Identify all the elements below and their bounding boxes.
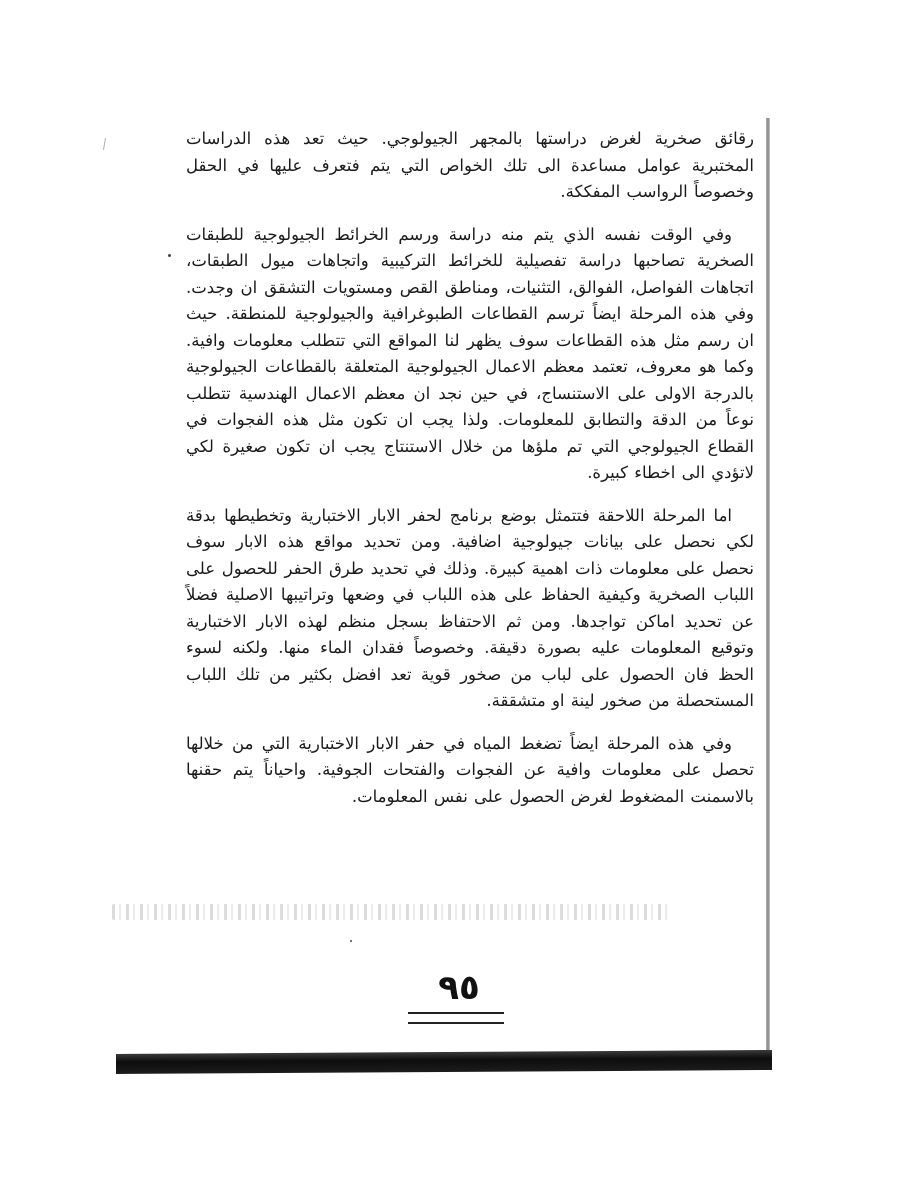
- document-body: [186, 126, 754, 810]
- paragraph-1: رقائق صخرية لغرض دراستها بالمجهر الجيولوجي. حيث تعد هذه الدراسات المختبرية عوامل مساعدة الى تلك الخواص التي يتم فتعرف عليها في الحقل وخصوصاً الرواسب المفككة.: [186, 129, 754, 201]
- faded-text-smudge: [112, 904, 672, 920]
- scan-page-edge: [766, 118, 770, 1063]
- scan-margin-mark: [103, 138, 112, 150]
- page-number: ٩٥: [438, 968, 480, 1008]
- paragraph-4: وفي هذه المرحلة ايضاً تضغط المياه في حفر الابار الاختبارية التي من خلالها تحصل على معلومات وافية عن الفجوات والفتحات الجوفية. واحياناً يتم حقنها بالاسمنت المضغوط لغرض الحصول على نفس المعلومات.: [186, 733, 754, 806]
- page-number-underline: [408, 1012, 504, 1024]
- paragraph-3: اما المرحلة اللاحقة فتتمثل بوضع برنامج لحفر الابار الاختبارية وتخطيطها بدقة لكي نحصل على بيانات جيولوجية اضافية. ومن تحديد مواقع هذه الابار سوف نحصل على معلومات ذات اهمية كبيرة. وذلك في تحديد طرق الحفر للحصول على اللباب الصخرية وكيفية الحفاظ على هذه اللباب في وضعها وتراتيبها الاصلية فضلاً عن تحديد اماكن تواجدها. ومن ثم الاحتفاظ بسجل منظم لهذه الابار الاختبارية وتوقيع المعلومات عليه بصورة دقيقة. وخصوصاً فقدان الماء منها. ولكنه لسوء الحظ فان الحصول على لباب من صخور قوية تعد افضل بكثير من تلك اللباب المستحصلة من صخور لينة او متشققة.: [186, 505, 754, 710]
- scan-speck: [350, 940, 352, 942]
- scan-speck: [168, 254, 171, 257]
- paragraph-2: وفي الوقت نفسه الذي يتم منه دراسة ورسم الخرائط الجيولوجية للطبقات الصخرية تصاحبها دراسة تفصيلية للخرائط التركيبية واتجاهات ميول الطبقات، اتجاهات الفواصل، الفوالق، التثنيات، ومناطق القص ومستويات التشقق ان وجدت. وفي هذه المرحلة ايضاً ترسم القطاعات الطبوغرافية والجيولوجية للمنطقة. حيث ان رسم مثل هذه القطاعات سوف يظهر لنا المواقع التي تتطلب معلومات وافية. وكما هو معروف، تعتمد معظم الاعمال الجيولوجية المتعلقة بالقطاعات الجيولوجية بالدرجة الاولى على الاستنساج، في حين نجد ان معظم الاعمال الهندسية تتطلب نوعاً من الدقة والتطابق للمعلومات. ولذا يجب ان تكون مثل هذه الفجوات في القطاع الجيولوجي التي تم ملؤها من خلال الاستنتاج يجب ان تكون صغيرة لكي لاتؤدي الى اخطاء كبيرة.: [186, 224, 754, 482]
- scan-bottom-shadow: [116, 1050, 772, 1074]
